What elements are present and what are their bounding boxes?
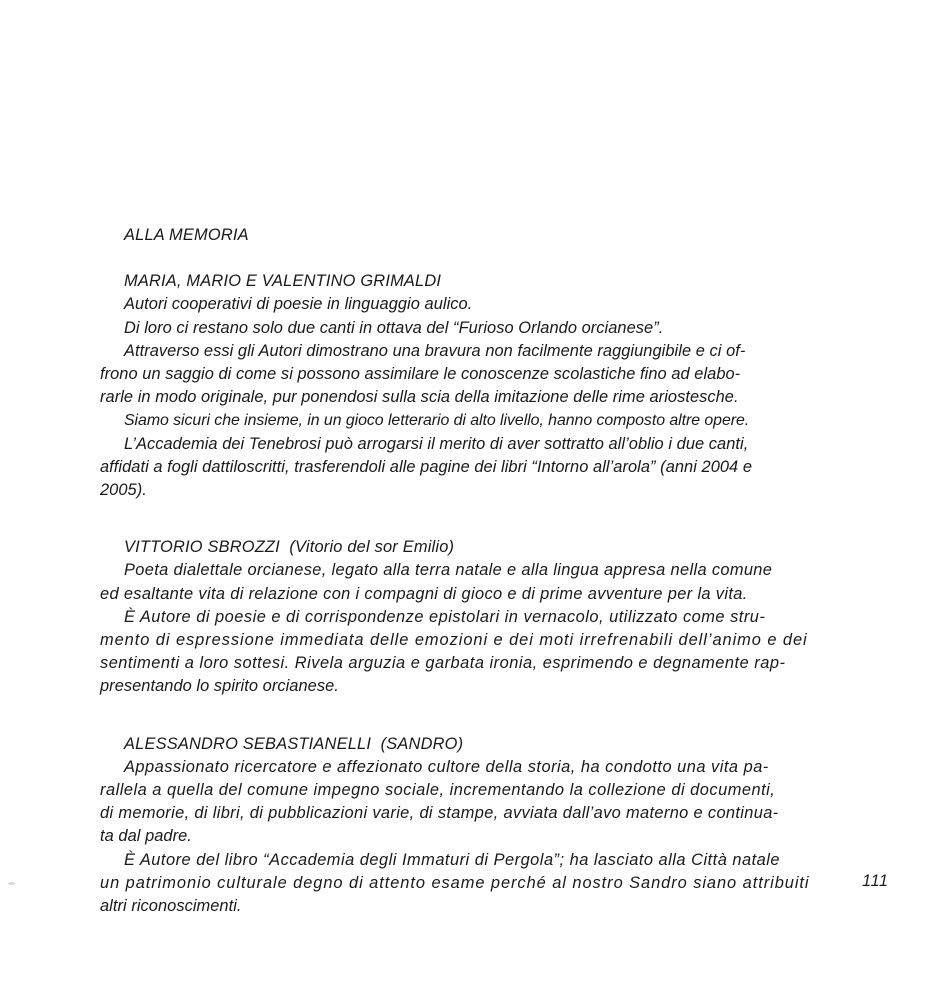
- section-heading-sebastianelli: ALESSANDRO SEBASTIANELLI (SANDRO): [124, 734, 464, 753]
- text-line: Siamo sicuri che insieme, in un gioco letterario di alto livello, hanno composto altre opere.: [124, 412, 750, 430]
- text-line: rarle in modo originale, pur ponendosi sulla scia della imitazione delle rime ariostesche.: [100, 388, 739, 407]
- text-line: altri riconoscimenti.: [100, 897, 242, 916]
- text-line: È Autore di poesie e di corrispondenze epistolari in vernacolo, utilizzato come stru-: [124, 607, 766, 626]
- text-line: È Autore del libro “Accademia degli Immaturi di Pergola”; ha lasciato alla Città natale: [124, 850, 781, 869]
- text-line: Di loro ci restano solo due canti in ottava del “Furioso Orlando orcianese”.: [124, 318, 664, 337]
- text-line: un patrimonio culturale degno di attento esame perché al nostro Sandro siano attribuiti: [100, 873, 810, 892]
- scan-artifact: [8, 882, 15, 885]
- page-number: 111: [862, 872, 889, 890]
- section-heading-grimaldi: MARIA, MARIO E VALENTINO GRIMALDI: [124, 272, 442, 291]
- page-body: [100, 224, 842, 918]
- page-title: ALLA MEMORIA: [124, 226, 249, 244]
- spacer: [100, 699, 842, 733]
- text-line: Poeta dialettale orcianese, legato alla terra natale e alla lingua appresa nella comune: [124, 561, 773, 580]
- spacer: [100, 247, 842, 270]
- text-line: Autori cooperativi di poesie in linguaggio aulico.: [124, 295, 473, 314]
- text-line: ta dal padre.: [100, 827, 192, 846]
- text-line: L’Accademia dei Tenebrosi può arrogarsi il merito di aver sottratto all’oblio i due canti,: [124, 434, 749, 453]
- text-line: sentimenti a loro sottesi. Rivela arguzia e garbata ironia, esprimendo e degnamente rap-: [100, 654, 786, 673]
- text-line: ed esaltante vita di relazione con i compagni di gioco e di prime avventure per la vita.: [100, 584, 748, 603]
- text-line: Appassionato ricercatore e affezionato cultore della storia, ha condotto una vita pa-: [124, 757, 769, 776]
- text-line: presentando lo spirito orcianese.: [100, 677, 339, 696]
- text-line: di memorie, di libri, di pubblicazioni varie, di stampe, avviata dall’avo materno e continua-: [100, 804, 779, 823]
- text-line: mento di espressione immediata delle emozioni e dei moti irrefrenabili dell’animo e dei: [100, 631, 808, 650]
- text-line: affidati a fogli dattiloscritti, trasferendoli alle pagine dei libri “Intorno all’arola” (anni 2004 e: [100, 457, 753, 476]
- text-line: frono un saggio di come si possono assimilare le conoscenze scolastiche fino ad elabo-: [100, 365, 741, 384]
- text-line: rallela a quella del comune impegno sociale, incrementando la collezione di documenti,: [100, 781, 776, 800]
- spacer: [100, 502, 842, 536]
- text-line: 2005).: [100, 481, 147, 500]
- section-heading-sbrozzi: VITTORIO SBROZZI (Vitorio del sor Emilio): [124, 538, 455, 557]
- text-line: Attraverso essi gli Autori dimostrano una bravura non facilmente raggiungibile e ci of-: [124, 341, 746, 360]
